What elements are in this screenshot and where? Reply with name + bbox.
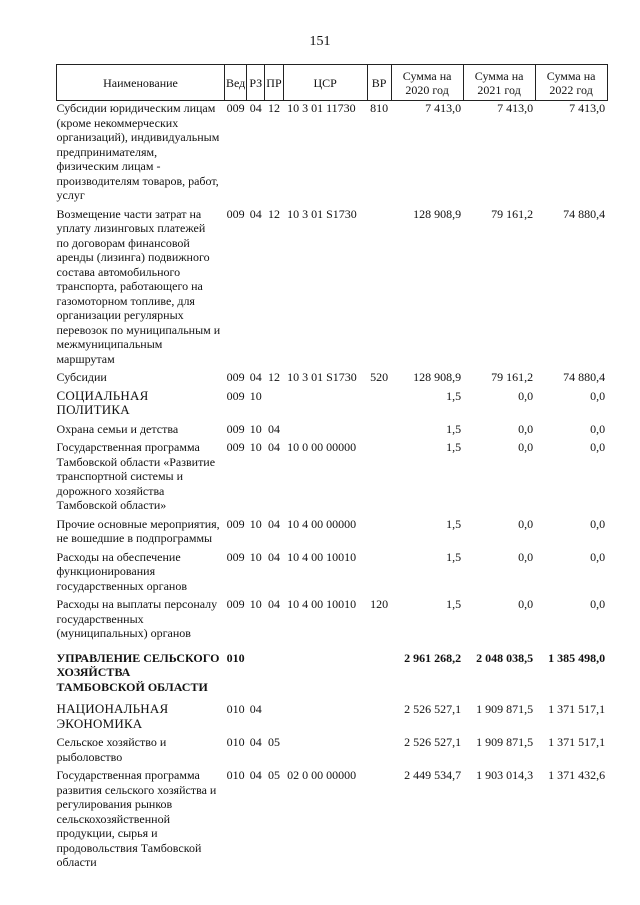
- row-vr: [367, 702, 391, 735]
- row-name: Государственная программа Тамбовской области «Развитие транспортной системы и дорожного хозяйства Тамбовской области»: [56, 440, 216, 512]
- row-sum-2020: 2 526 527,1: [404, 735, 462, 749]
- table-row: [57, 735, 608, 768]
- row-csr: 10 3 01 S1730: [287, 206, 357, 221]
- row-pr: 05: [267, 768, 280, 782]
- header-sum-2022: Сумма на 2022 год: [535, 65, 607, 101]
- row-vr: [367, 550, 391, 598]
- row-sum-2022: 0,0: [590, 597, 606, 611]
- row-sum-2021: 1 909 871,5: [476, 735, 534, 749]
- table-row: [57, 645, 608, 703]
- table-row: [57, 550, 608, 598]
- row-ved: 010: [226, 768, 245, 782]
- row-pr: 04: [267, 516, 280, 531]
- row-sum-2022: 1 385 498,0: [548, 650, 606, 665]
- row-vr: 120: [370, 597, 389, 611]
- table-row: [57, 370, 608, 389]
- table-header: [57, 65, 608, 101]
- row-sum-2021: 7 413,0: [497, 101, 534, 115]
- row-sum-2022: 1 371 517,1: [548, 735, 606, 749]
- row-rz: 04: [249, 768, 262, 782]
- row-sum-2021: 2 048 038,5: [476, 650, 534, 665]
- row-ved: 009: [226, 101, 245, 115]
- row-ved: 009: [226, 421, 245, 436]
- row-ved: 010: [226, 702, 245, 716]
- table-row: [57, 517, 608, 550]
- row-sum-2021: 0,0: [518, 597, 534, 611]
- row-name: Субсидии юридическим лицам (кроме некоммерческих организаций), индивидуальным предпринимателям, физическим лицам - производителям товаров, работ, услуг: [56, 101, 220, 202]
- row-sum-2020: 128 908,9: [413, 370, 462, 384]
- header-rz: РЗ: [247, 65, 265, 101]
- table-row: [57, 597, 608, 645]
- row-sum-2020: 2 961 268,2: [404, 650, 462, 665]
- row-rz: 10: [249, 440, 262, 454]
- row-sum-2021: 0,0: [518, 421, 534, 436]
- table-row: [57, 389, 608, 422]
- table-row: [57, 207, 608, 371]
- header-name: Наименование: [57, 65, 225, 101]
- row-rz: 10: [249, 421, 262, 436]
- row-vr: 520: [370, 370, 389, 384]
- row-sum-2022: 1 371 517,1: [548, 702, 606, 716]
- table-row: [57, 440, 608, 517]
- row-csr: 10 0 00 00000: [287, 440, 357, 454]
- row-name: СОЦИАЛЬНАЯ ПОЛИТИКА: [56, 387, 149, 417]
- row-sum-2022: 1 371 432,6: [548, 768, 606, 782]
- row-sum-2020: 1,5: [446, 549, 462, 564]
- row-csr: 10 4 00 00000: [287, 516, 357, 531]
- row-sum-2021: 0,0: [518, 549, 534, 564]
- header-pr: ПР: [265, 65, 283, 101]
- row-sum-2020: 2 449 534,7: [404, 768, 462, 782]
- row-rz: 04: [249, 370, 262, 384]
- row-sum-2022: 74 880,4: [563, 370, 606, 384]
- row-pr: 04: [267, 440, 280, 454]
- row-vr: [367, 645, 391, 703]
- row-sum-2021: 1 909 871,5: [476, 702, 534, 716]
- row-csr: [283, 422, 367, 441]
- row-ved: 009: [226, 388, 245, 403]
- row-pr: 12: [267, 101, 280, 115]
- row-name: НАЦИОНАЛЬНАЯ ЭКОНОМИКА: [56, 701, 169, 731]
- row-name: Субсидии: [56, 370, 107, 384]
- row-pr: 12: [267, 206, 280, 221]
- row-sum-2021: 0,0: [518, 440, 534, 454]
- row-vr: [367, 768, 391, 874]
- row-pr: 05: [267, 735, 280, 749]
- table-row: [57, 422, 608, 441]
- row-vr: 810: [370, 101, 389, 115]
- row-pr: 12: [267, 370, 280, 384]
- budget-table: [56, 64, 608, 874]
- row-name: Прочие основные мероприятия, не вошедшие в подпрограммы: [56, 516, 220, 545]
- row-sum-2022: 0,0: [590, 421, 606, 436]
- row-sum-2020: 1,5: [446, 440, 462, 454]
- page-number: 151: [309, 34, 331, 49]
- table-row: [57, 702, 608, 735]
- row-sum-2020: 128 908,9: [413, 206, 462, 221]
- row-sum-2021: 0,0: [518, 388, 534, 403]
- row-csr: 10 4 00 10010: [287, 597, 357, 611]
- row-sum-2022: 0,0: [590, 440, 606, 454]
- row-pr: [265, 389, 283, 422]
- row-csr: [283, 735, 367, 768]
- row-pr: 04: [267, 421, 280, 436]
- row-rz: 04: [249, 735, 262, 749]
- row-sum-2021: 79 161,2: [491, 370, 534, 384]
- row-pr: 04: [267, 597, 280, 611]
- row-csr: [283, 645, 367, 703]
- row-sum-2020: 1,5: [446, 516, 462, 531]
- header-sum-2021: Сумма на 2021 год: [463, 65, 535, 101]
- row-sum-2020: 1,5: [446, 388, 462, 403]
- row-ved: 009: [226, 206, 245, 221]
- row-sum-2020: 1,5: [446, 597, 462, 611]
- row-pr: [265, 702, 283, 735]
- row-sum-2022: 7 413,0: [569, 101, 606, 115]
- row-vr: [367, 735, 391, 768]
- row-ved: 010: [226, 650, 245, 665]
- row-vr: [367, 422, 391, 441]
- row-name: Расходы на обеспечение функционирования государственных органов: [56, 549, 187, 593]
- row-sum-2020: 7 413,0: [425, 101, 462, 115]
- table-body: [57, 101, 608, 874]
- row-pr: 04: [267, 549, 280, 564]
- row-name: Охрана семьи и детства: [56, 421, 179, 436]
- row-sum-2021: 79 161,2: [491, 206, 534, 221]
- row-csr: 02 0 00 00000: [287, 768, 357, 782]
- header-csr: ЦСР: [283, 65, 367, 101]
- row-pr: [265, 645, 283, 703]
- row-rz: 10: [249, 597, 262, 611]
- row-vr: [367, 440, 391, 517]
- row-sum-2022: 0,0: [590, 388, 606, 403]
- row-sum-2020: 1,5: [446, 421, 462, 436]
- row-rz: 10: [249, 388, 262, 403]
- table-row: [57, 768, 608, 874]
- row-rz: 10: [249, 549, 262, 564]
- row-ved: 009: [226, 516, 245, 531]
- row-csr: 10 3 01 11730: [287, 101, 356, 115]
- header-sum-2020: Сумма на 2020 год: [391, 65, 463, 101]
- row-ved: 009: [226, 440, 245, 454]
- row-ved: 009: [226, 597, 245, 611]
- header-vr: ВР: [367, 65, 391, 101]
- table-row: [57, 101, 608, 207]
- row-name: Расходы на выплаты персоналу государственных (муниципальных) органов: [56, 597, 218, 640]
- row-csr: 10 4 00 10010: [287, 549, 357, 564]
- row-ved: 009: [226, 549, 245, 564]
- row-rz: 04: [249, 206, 262, 221]
- row-sum-2021: 1 903 014,3: [476, 768, 534, 782]
- row-rz: 04: [249, 101, 262, 115]
- row-name: Сельское хозяйство и рыболовство: [56, 735, 167, 764]
- row-vr: [367, 389, 391, 422]
- row-ved: 010: [226, 735, 245, 749]
- header-ved: Вед: [225, 65, 247, 101]
- row-name: Возмещение части затрат на уплату лизинговых платежей по договорам финансовой аренды (лизинга) подвижного состава автомобильного транспорта, работающего на газомоторном топливе, для организации регулярных перевозок по муниципальным и межмуниципальным маршрутам: [56, 206, 221, 366]
- row-sum-2021: 0,0: [518, 516, 534, 531]
- row-sum-2022: 0,0: [590, 516, 606, 531]
- row-rz: 10: [249, 516, 262, 531]
- row-rz: [247, 645, 265, 703]
- row-name: УПРАВЛЕНИЕ СЕЛЬСКОГО ХОЗЯЙСТВА ТАМБОВСКОЙ ОБЛАСТИ: [56, 650, 220, 694]
- row-sum-2020: 2 526 527,1: [404, 702, 462, 716]
- row-sum-2022: 0,0: [590, 549, 606, 564]
- row-name: Государственная программа развития сельского хозяйства и регулирования рынков сельскохозяйственной продукции, сырья и продовольствия Тамбовской области: [56, 768, 217, 869]
- row-vr: [367, 517, 391, 550]
- row-csr: 10 3 01 S1730: [287, 370, 357, 384]
- row-csr: [283, 702, 367, 735]
- row-vr: [367, 207, 391, 371]
- row-rz: 04: [249, 702, 262, 716]
- row-csr: [283, 389, 367, 422]
- row-sum-2022: 74 880,4: [563, 206, 606, 221]
- row-ved: 009: [226, 370, 245, 384]
